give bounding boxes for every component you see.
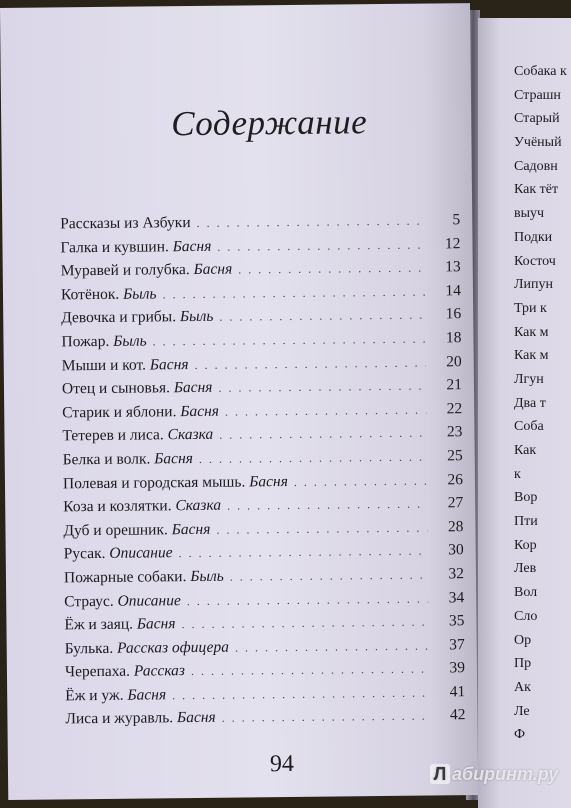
right-page-line: Три к — [514, 300, 547, 316]
toc-entry-label — [62, 402, 219, 422]
toc-entry-label — [60, 237, 211, 257]
toc-entry-label — [63, 521, 210, 541]
toc-entry-label — [63, 473, 288, 493]
right-page-line: выуч — [514, 206, 545, 222]
toc-entry-page: 23 — [446, 423, 463, 441]
right-page-line: Старый — [514, 111, 560, 127]
right-page-line: Как — [514, 443, 537, 458]
toc-entry-genre: Рассказ офицера — [116, 638, 230, 657]
toc-entry-genre: Басня — [176, 709, 216, 727]
toc-entry-page: 12 — [444, 234, 461, 252]
right-page-line: Ор — [514, 632, 532, 648]
right-page-line: Кор — [514, 537, 537, 553]
toc-entry-page: 16 — [445, 305, 462, 323]
toc-entry-title: Муравей и голубка. — [60, 261, 190, 280]
right-page-line: Пти — [514, 514, 538, 530]
right-page-line: Сло — [514, 608, 538, 624]
right-page-line: Липун — [514, 277, 553, 293]
toc-entry-title: Дуб и орешник. — [63, 520, 168, 540]
toc-entry-page: 32 — [448, 565, 465, 583]
right-page-line: Страшн — [514, 87, 561, 103]
right-page-line: Как м — [514, 348, 549, 364]
toc-entry-genre: Басня — [149, 355, 189, 374]
toc-leader-dots — [216, 520, 427, 537]
toc-entry-title: Отец и сыновья. — [61, 379, 170, 398]
toc-leader-dots — [197, 214, 425, 231]
toc-leader-dots — [172, 685, 429, 703]
toc-entry-genre: Быль — [113, 332, 147, 350]
toc-entry-page: 34 — [448, 588, 465, 606]
toc-entry-label — [61, 332, 146, 351]
toc-entry-genre: Быль — [123, 285, 157, 303]
toc-entry-title: Коза и козлятки. — [63, 497, 172, 516]
toc-leader-dots — [219, 308, 425, 325]
toc-entry-genre: Басня — [136, 615, 176, 633]
toc-entry-label — [64, 568, 224, 588]
right-page-line: Ле — [514, 703, 530, 719]
toc-entry-page: 28 — [447, 517, 464, 536]
toc-entry-title: Котёнок. — [60, 285, 120, 304]
toc-entry-label — [65, 686, 166, 705]
toc-leader-dots — [222, 709, 430, 726]
toc-leader-dots — [181, 615, 428, 633]
toc-entry-label — [61, 261, 233, 281]
right-page-line: к — [514, 466, 521, 482]
toc-entry-page: 20 — [446, 352, 462, 370]
toc-entry-title: Лиса и журавль. — [65, 709, 174, 728]
toc-entry-label — [63, 497, 221, 517]
toc-entry-page: 14 — [445, 281, 462, 300]
toc-entry-title: Ёж и уж. — [65, 686, 124, 705]
toc-entry-title: Пожарные собаки. — [63, 567, 187, 587]
table-of-contents — [60, 211, 465, 734]
toc-entry-page: 13 — [445, 258, 461, 276]
toc-entry-label — [64, 592, 181, 611]
toc-entry-label — [64, 545, 173, 564]
right-page-line: Косточ — [514, 253, 556, 269]
toc-entry-title: Пожар. — [61, 332, 110, 351]
toc-entry-genre: Описание — [109, 544, 173, 563]
right-page-line: Лев — [514, 561, 537, 577]
toc-entry-page: 42 — [449, 706, 466, 724]
toc-entry-title: Галка и кувшин. — [60, 237, 169, 256]
toc-entry-page: 18 — [445, 329, 462, 347]
watermark-text: абиринт.ру — [452, 764, 559, 784]
toc-entry-page: 25 — [447, 447, 463, 465]
toc-leader-dots — [230, 567, 428, 584]
toc-entry-label — [65, 662, 185, 681]
toc-entry-title: Тетерев и лиса. — [62, 426, 164, 445]
toc-entry-genre: Басня — [249, 472, 288, 490]
toc-entry-genre: Рассказ — [133, 662, 186, 680]
toc-entry-genre: Басня — [172, 237, 212, 255]
toc-entry-label — [62, 356, 189, 375]
toc-entry-label — [65, 709, 215, 729]
toc-entry-title: Мыши и кот. — [61, 356, 147, 374]
toc-leader-dots — [227, 497, 427, 514]
toc-entry-page: 41 — [449, 683, 466, 701]
toc-entry-page: 22 — [446, 399, 463, 418]
toc-entry-title: Ёж и заяц. — [64, 615, 134, 634]
toc-leader-dots — [179, 544, 428, 562]
toc-entry-genre: Описание — [117, 591, 181, 610]
right-page-line: Как м — [514, 324, 549, 340]
toc-leader-dots — [238, 261, 425, 278]
toc-entry-label — [63, 450, 193, 469]
toc-entry-label — [62, 426, 213, 446]
toc-leader-dots — [218, 379, 426, 396]
toc-leader-dots — [191, 662, 429, 679]
toc-leader-dots — [199, 449, 427, 466]
toc-entry-label — [64, 615, 175, 634]
toc-leader-dots — [194, 355, 425, 372]
right-page-line: Лгун — [514, 371, 544, 387]
toc-entry-page: 37 — [449, 635, 465, 654]
toc-entry-page: 35 — [448, 612, 465, 630]
right-page-line: Собака к — [514, 64, 567, 79]
toc-entry-genre: Басня — [193, 260, 233, 279]
toc-entry-genre: Басня — [180, 402, 220, 420]
right-page-line: Как тёт — [514, 182, 559, 198]
toc-entry-page: 30 — [448, 541, 464, 559]
right-page-line: Вор — [514, 490, 538, 506]
toc-entry-title: Булька. — [64, 639, 114, 658]
watermark-badge: Л — [430, 764, 450, 784]
toc-leader-dots — [235, 638, 429, 655]
toc-leader-dots — [225, 402, 426, 419]
right-page-contents — [514, 64, 571, 751]
toc-entry-label — [65, 638, 229, 658]
toc-entry — [65, 707, 465, 735]
toc-entry-title: Старик и яблони. — [62, 402, 177, 422]
toc-entry-page: 26 — [447, 470, 464, 488]
watermark — [430, 764, 558, 785]
toc-entry-title: Белка и волк. — [62, 450, 151, 469]
toc-leader-dots — [187, 591, 429, 609]
right-page-line: Вол — [514, 585, 538, 601]
toc-entry-title: Русак. — [63, 545, 106, 563]
toc-leader-dots — [153, 332, 426, 350]
toc-entry-genre: Басня — [171, 520, 211, 538]
toc-entry-title: Полевая и городская мышь. — [62, 472, 246, 492]
page-title: Содержание — [171, 102, 368, 144]
toc-entry-genre: Быль — [190, 567, 224, 585]
left-page — [0, 3, 478, 800]
toc-entry-title: Рассказы из Азбуки — [60, 214, 191, 233]
toc-leader-dots — [217, 237, 424, 254]
right-page-line: Ф — [514, 727, 526, 743]
toc-entry-title: Страус. — [64, 592, 114, 610]
toc-entry-genre: Быль — [179, 308, 214, 326]
toc-entry-page: 21 — [446, 376, 463, 394]
toc-entry-title: Черепаха. — [64, 662, 131, 681]
page-number: 94 — [269, 750, 295, 778]
right-page-line: Два т — [514, 395, 546, 411]
toc-entry-genre: Басня — [173, 378, 213, 397]
toc-entry-genre: Сказка — [175, 496, 222, 515]
toc-leader-dots — [294, 473, 427, 489]
toc-entry-page: 27 — [447, 494, 464, 512]
toc-entry-title: Девочка и грибы. — [61, 308, 177, 327]
toc-entry-label — [61, 285, 157, 304]
toc-leader-dots — [219, 426, 426, 443]
toc-entry-label — [61, 308, 213, 328]
toc-entry-genre: Басня — [154, 449, 194, 468]
toc-entry-genre: Сказка — [167, 426, 214, 444]
right-page-line: Соба — [514, 419, 544, 435]
right-page-line: Пр — [514, 656, 532, 672]
toc-entry-page: 5 — [452, 211, 461, 229]
right-page-line: Подки — [514, 229, 553, 245]
toc-entry-label — [60, 214, 191, 233]
toc-entry-label — [62, 379, 213, 399]
toc-leader-dots — [162, 284, 425, 302]
toc-entry-genre: Басня — [127, 686, 167, 704]
right-page-line: Учёный — [514, 135, 562, 151]
right-page-line: Садовн — [514, 158, 558, 174]
toc-entry-page: 39 — [449, 659, 466, 677]
right-page-line: Ак — [514, 679, 531, 695]
